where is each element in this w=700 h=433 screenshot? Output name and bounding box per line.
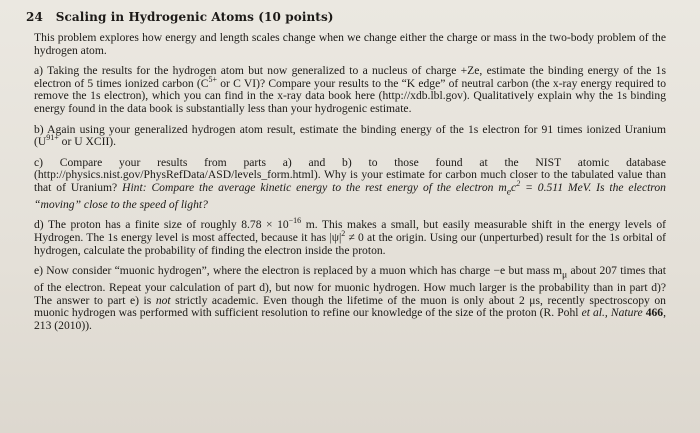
intro-paragraph: This problem explores how energy and length scales change when we change either the charge or mass in the two-body problem of the hydrogen atom. (34, 31, 666, 57)
part-a-text-2: or C VI)? Compare your results to the “K edge” of neutral carbon (the x-ray energy required to remove the 1s electron), which you can find in the x-ray data book here (http://xdb.lbl.gov). Qualitatively explain why the 1s binding energy found in the data book is substantially less than your hydrogenic estimate. (34, 76, 666, 115)
part-c-subscript-e: e (506, 186, 512, 198)
problem-number: 24 (26, 10, 43, 24)
part-c-hint-text-2: = 0.511 MeV. Is the electron “moving” close to the speed of light? (34, 180, 666, 211)
part-d-text-2: m. This makes a small, but easily measurable shift in the energy levels of Hydrogen. The 1s energy level is most affected, because it has |ψ| (34, 218, 666, 245)
part-a-text-1: a) Taking the results for the hydrogen atom but now generalized to a nucleus of charge +Ze, estimate the binding energy of the 1s electron of 5 times ionized carbon (C (34, 64, 666, 90)
part-c-hint (34, 181, 666, 211)
part-e-citation-authors: et al., Nature (581, 306, 643, 320)
part-a-paragraph (34, 65, 666, 115)
part-b-text-1: b) Again using your generalized hydrogen atom result, estimate the binding energy of the 1s electron for 91 times ionized Uranium (U (34, 122, 666, 149)
part-a-superscript: 5+ (208, 74, 218, 84)
part-e-text-5: , 213 (2010)). (34, 306, 666, 332)
part-e-text-1: e) Now consider “muonic hydrogen”, where the electron is replaced by a muon which has charge −e but mass m (34, 264, 563, 278)
part-d-text-1: d) The proton has a finite size of roughly 8.78 × 10 (34, 218, 289, 232)
part-d-exponent: −16 (288, 216, 302, 226)
part-c-text-1: c) Compare your results from parts a) and b) to those found at the NIST atomic database (http://physics.nist.gov/PhysRefData/ASD/levels_form.html). Why is your estimate for carbon much closer to the tabulated value than that of Uranium? (34, 155, 666, 194)
problem-title: Scaling in Hydrogenic Atoms (10 points) (55, 10, 334, 24)
part-d-text-3: ≠ 0 at the origin. Using our (unperturbed) result for the 1s orbital of hydrogen, calculate the probability of finding the electron inside the proton. (34, 231, 666, 257)
part-b-text-2: or U XCII). (58, 135, 117, 149)
part-c-paragraph (34, 157, 666, 212)
part-d-superscript-2: 2 (341, 229, 346, 239)
part-b-paragraph (34, 124, 666, 149)
part-e-subscript-mu: μ (562, 269, 568, 281)
part-c-hint-text: Hint: Compare the average kinetic energy to the rest energy of the electron m (122, 180, 507, 194)
part-c-superscript-2: 2 (516, 179, 521, 189)
part-b-superscript: 91+ (46, 133, 59, 143)
part-e-volume: 466 (645, 306, 664, 320)
part-d-paragraph (34, 216, 666, 257)
part-c-hint-c: c (511, 180, 517, 194)
part-e-not: not (155, 293, 171, 307)
part-e-paragraph (34, 265, 666, 332)
part-e-text-3: strictly academic. Even though the lifetime of the muon is only about 2 μs, recently spectroscopy on muonic hydrogen was performed with sufficient resolution to refine our knowledge of the size of the proton (R. Pohl (34, 293, 666, 320)
problem-heading (26, 10, 666, 24)
part-e-text-2: about 207 times that of the electron. Repeat your calculation of part d), but now for muonic hydrogen. How much larger is the probability than in part d)? The answer to part e) is (34, 264, 666, 307)
